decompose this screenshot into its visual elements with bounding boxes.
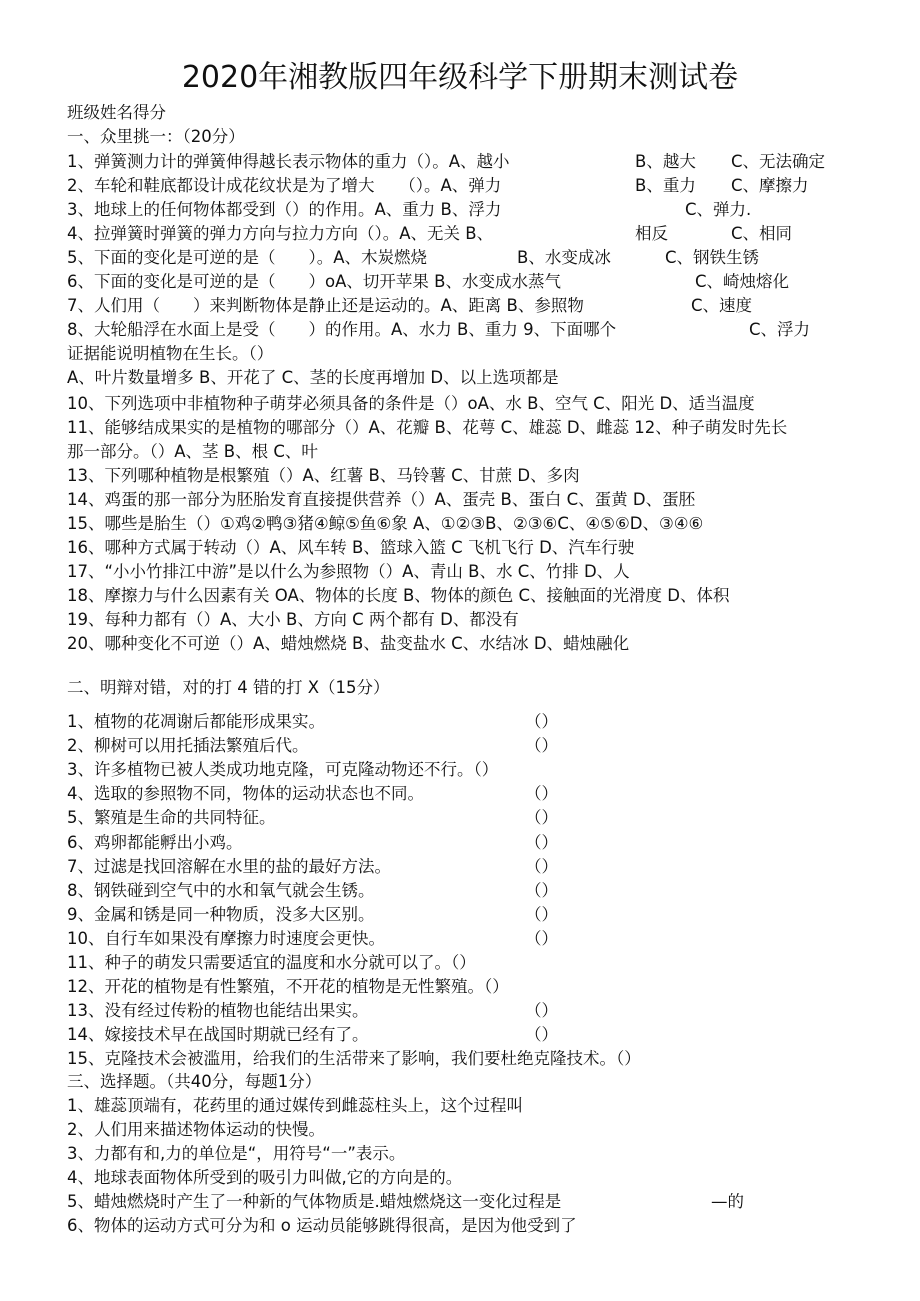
fill-blank-question: 2、人们用来描述物体运动的快慢。 (67, 1120, 325, 1139)
judgement-statement: 11、种子的萌发只需要适宜的温度和水分就可以了。（） (67, 953, 476, 972)
question-text: 8、大轮船浮在水面上是受（ ）的作用。A、水力 B、重力 9、下面哪个 (67, 320, 617, 339)
option-c: C、速度 (691, 296, 753, 315)
judgement-item (67, 999, 857, 1023)
fill-blank-item (67, 1166, 857, 1190)
class-name-score-label: 班级姓名得分 (67, 103, 166, 122)
judgement-statement: 2、柳树可以用托插法繁殖后代。 (67, 736, 309, 755)
question-text: 17、“小小竹排江中游”是以什么为参照物（）A、青山 B、水 C、竹排 D、人 (67, 562, 630, 581)
answer-parentheses: （） (525, 784, 558, 803)
judgement-statement: 10、自行车如果没有摩擦力时速度会更快。 (67, 929, 385, 948)
question-text: 那一部分。（）A、茎 B、根 C、叶 (67, 442, 318, 461)
question-line (67, 488, 857, 512)
question-line (67, 416, 857, 440)
fill-blank-item (67, 1190, 857, 1214)
answer-parentheses: （） (525, 712, 558, 731)
question-line (67, 366, 857, 390)
question-text: 3、地球上的任何物体都受到（）的作用。A、重力 B、浮力 (67, 200, 502, 219)
option-c: C、浮力 (749, 320, 811, 339)
fill-blank-question: 6、物体的运动方式可分为和 o 运动员能够跳得很高，是因为他受到了 (67, 1216, 577, 1235)
answer-parentheses: （） (525, 905, 558, 924)
question-text: 5、下面的变化是可逆的是（ ）。A、木炭燃烧 (67, 248, 428, 267)
section1-heading: 一、众里挑一：（20分） (67, 127, 245, 146)
judgement-statement: 5、繁殖是生命的共同特征。 (67, 808, 276, 827)
question-text: 6、下面的变化是可逆的是（ ）oA、切开苹果 B、水变成水蒸气 (67, 272, 561, 291)
answer-parentheses: （） (525, 808, 558, 827)
judgement-statement: 8、钢铁碰到空气中的水和氧气就会生锈。 (67, 881, 375, 900)
question-text: 14、鸡蛋的那一部分为胚胎发育直接提供营养（）A、蛋壳 B、蛋白 C、蛋黄 D、蛋胚 (67, 490, 696, 509)
question-line (67, 342, 857, 366)
question-line (67, 440, 857, 464)
question-text: 19、每种力都有（）A、大小 B、方向 C 两个都有 D、都没有 (67, 610, 519, 629)
fill-blank-tail: —的 (711, 1192, 744, 1211)
question-line (67, 318, 857, 342)
judgement-statement: 3、许多植物已被人类成功地克隆，可克隆动物还不行。（） (67, 760, 499, 779)
judgement-item (67, 1023, 857, 1047)
question-text: 15、哪些是胎生（）①鸡②鸭③猪④鲸⑤鱼⑥象 A、①②③B、②③⑥C、④⑤⑥D、③④⑥ (67, 514, 704, 533)
judgement-item (67, 855, 857, 879)
fill-blank-item (67, 1214, 857, 1238)
question-line (67, 150, 857, 174)
option-b: 相反 (635, 224, 668, 243)
page-title: 2020年湘教版四年级科学下册期末测试卷 (181, 60, 739, 95)
question-text: 4、拉弹簧时弹簧的弹力方向与拉力方向（）。A、无关 B、 (67, 224, 494, 243)
question-line (67, 464, 857, 488)
question-line (67, 512, 857, 536)
answer-parentheses: （） (525, 881, 558, 900)
class-info-line (67, 101, 857, 125)
section-heading (67, 676, 857, 700)
option-c: C、崎烛熔化 (695, 272, 790, 291)
judgement-item (67, 758, 857, 782)
judgement-statement: 9、金属和锈是同一种物质，没多大区别。 (67, 905, 375, 924)
judgement-item (67, 1047, 857, 1071)
judgement-statement: 6、鸡卵都能孵出小鸡。 (67, 833, 243, 852)
option-c: C、钢铁生锈 (665, 248, 760, 267)
judgement-statement: 15、克隆技术会被滥用，给我们的生活带来了影响，我们要杜绝克隆技术。（） (67, 1049, 641, 1068)
question-text: 11、能够结成果实的是植物的哪部分（）A、花瓣 B、花萼 C、雄蕊 D、雌蕊 12、种子萌发时先长 (67, 418, 788, 437)
judgement-item (67, 975, 857, 999)
question-text: 10、下列选项中非植物种子萌芽必须具备的条件是（）oA、水 B、空气 C、阳光 D、适当温度 (67, 394, 755, 413)
question-line (67, 246, 857, 270)
fill-blank-item (67, 1142, 857, 1166)
question-line (67, 632, 857, 656)
answer-parentheses: （） (525, 736, 558, 755)
judgement-statement: 1、植物的花凋谢后都能形成果实。 (67, 712, 325, 731)
judgement-item (67, 710, 857, 734)
fill-blank-question: 4、地球表面物体所受到的吸引力叫做,它的方向是的。 (67, 1168, 463, 1187)
answer-parentheses: （） (525, 833, 558, 852)
judgement-statement: 4、选取的参照物不同，物体的运动状态也不同。 (67, 784, 424, 803)
judgement-item (67, 903, 857, 927)
question-line (67, 198, 857, 222)
judgement-item (67, 927, 857, 951)
question-line (67, 174, 857, 198)
question-text: 13、下列哪种植物是根繁殖（）A、红薯 B、马铃薯 C、甘蔗 D、多肉 (67, 466, 580, 485)
judgement-statement: 7、过滤是找回溶解在水里的盐的最好方法。 (67, 857, 391, 876)
question-text: 证据能说明植物在生长。（） (67, 344, 274, 363)
judgement-item (67, 879, 857, 903)
answer-parentheses: （） (525, 929, 558, 948)
question-line (67, 560, 857, 584)
option-c: C、无法确定 (731, 152, 826, 171)
judgement-item (67, 951, 857, 975)
question-line (67, 270, 857, 294)
question-text: 16、哪种方式属于转动（）A、风车转 B、篮球入篮 C 飞机飞行 D、汽车行驶 (67, 538, 635, 557)
judgement-statement: 14、嫁接技术早在战国时期就已经有了。 (67, 1025, 369, 1044)
section-heading (67, 125, 857, 149)
question-text: 1、弹簧测力计的弹簧伸得越长表示物体的重力（）。A、越小 (67, 152, 510, 171)
judgement-statement: 12、开花的植物是有性繁殖，不开花的植物是无性繁殖。（） (67, 977, 509, 996)
section2-heading: 二、明辩对错，对的打 4 错的打 X（15分） (67, 678, 390, 697)
section3-heading: 三、选择题。（共40分，每题1分） (67, 1072, 322, 1091)
question-text: 20、哪种变化不可逆（）A、蜡烛燃烧 B、盐变盐水 C、水结冰 D、蜡烛融化 (67, 634, 630, 653)
judgement-item (67, 734, 857, 758)
judgement-item (67, 831, 857, 855)
fill-blank-question: 5、蜡烛燃烧时产生了一种新的气体物质是.蜡烛燃烧这一变化过程是 (67, 1192, 562, 1211)
judgement-statement: 13、没有经过传粉的植物也能结出果实。 (67, 1001, 369, 1020)
question-text: 18、摩擦力与什么因素有关 OA、物体的长度 B、物体的颜色 C、接触面的光滑度 D、体积 (67, 586, 730, 605)
question-line (67, 536, 857, 560)
section-heading (67, 1070, 857, 1094)
answer-parentheses: （） (525, 857, 558, 876)
option-b: B、重力 (635, 176, 696, 195)
question-line (67, 222, 857, 246)
question-line (67, 392, 857, 416)
question-text: A、叶片数量增多 B、开花了 C、茎的长度再增加 D、以上选项都是 (67, 368, 559, 387)
fill-blank-question: 1、雄蕊顶端有，花药里的通过媒传到雌蕊柱头上，这个过程叫 (67, 1096, 523, 1115)
question-text: 2、车轮和鞋底都设计成花纹状是为了增大 （）。A、弹力 (67, 176, 502, 195)
option-b: B、水变成冰 (517, 248, 611, 267)
question-line (67, 294, 857, 318)
answer-parentheses: （） (525, 1001, 558, 1020)
judgement-item (67, 782, 857, 806)
question-text: 7、人们用（ ）来判断物体是静止还是运动的。A、距离 B、参照物 (67, 296, 584, 315)
judgement-item (67, 806, 857, 830)
option-b: B、越大 (635, 152, 696, 171)
option-c: C、弹力. (685, 200, 752, 219)
option-c: C、摩擦力 (731, 176, 809, 195)
question-line (67, 608, 857, 632)
fill-blank-item (67, 1094, 857, 1118)
fill-blank-question: 3、力都有和,力的单位是“，用符号“一”表示。 (67, 1144, 406, 1163)
question-line (67, 584, 857, 608)
option-c: C、相同 (731, 224, 793, 243)
answer-parentheses: （） (525, 1025, 558, 1044)
fill-blank-item (67, 1118, 857, 1142)
